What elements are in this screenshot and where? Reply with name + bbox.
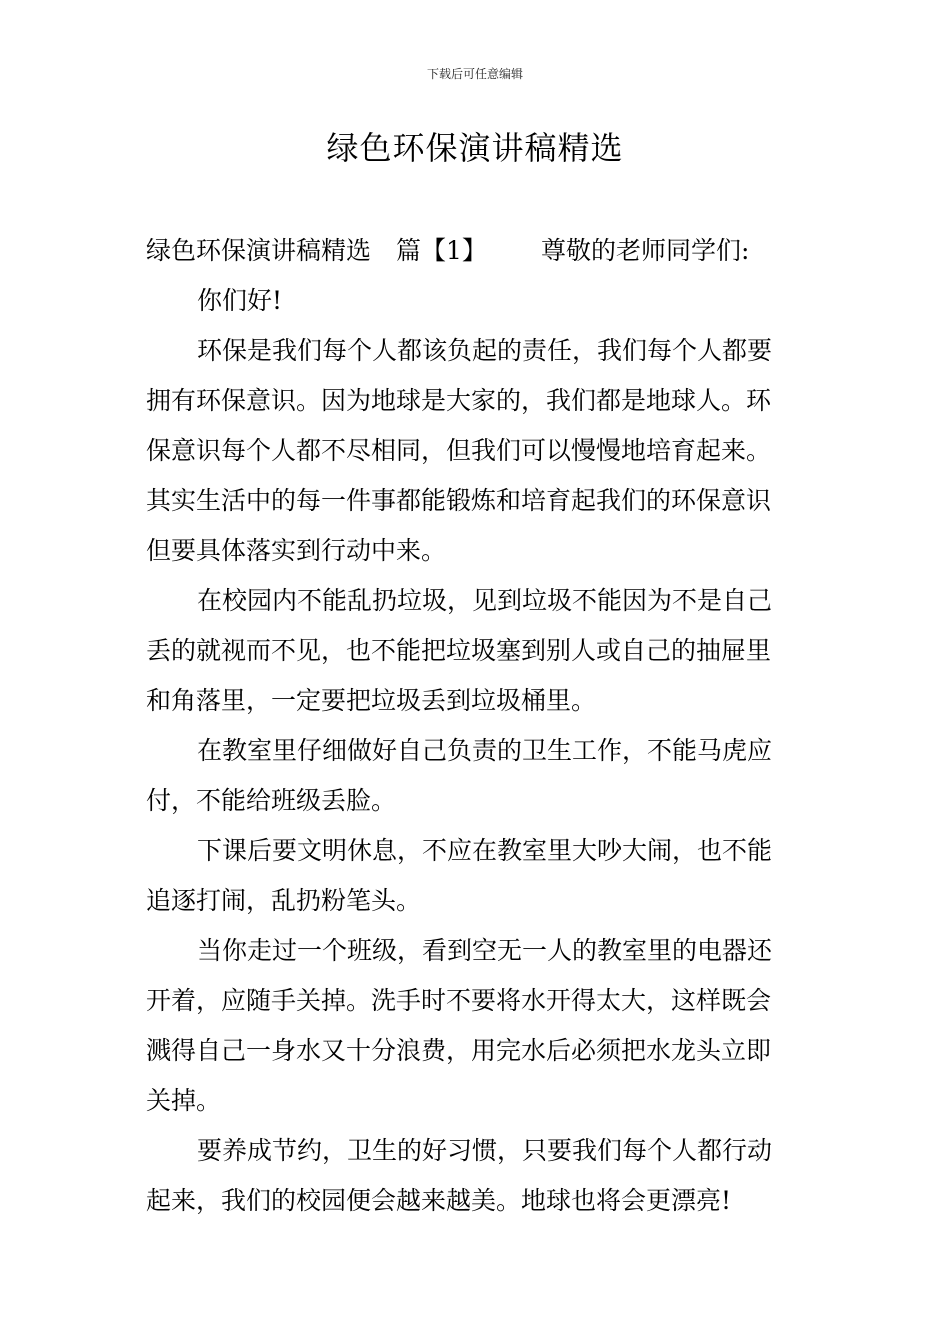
intro-doc-title: 绿色环保演讲稿精选: [146, 236, 372, 265]
paragraph-line: 开着，应随手关掉。洗手时不要将水开得太大，这样既会: [146, 986, 772, 1015]
paragraph-line: 当你走过一个班级，看到空无一人的教室里的电器还: [197, 936, 773, 965]
paragraph-line: 付，不能给班级丢脸。: [146, 786, 397, 815]
paragraph-line: 在教室里仔细做好自己负责的卫生工作，不能马虎应: [197, 736, 773, 765]
document-title: 绿色环保演讲稿精选: [326, 129, 624, 167]
paragraph-line: 其实生活中的每一件事都能锻炼和培育起我们的环保意识: [146, 486, 772, 515]
paragraph-line: 下课后要文明休息，不应在教室里大吵大闹，也不能: [197, 836, 773, 865]
paragraph-line: 起来，我们的校园便会越来越美。地球也将会更漂亮!: [146, 1186, 732, 1215]
paragraph-line: 在校园内不能乱扔垃圾，见到垃圾不能因为不是自己: [197, 586, 773, 615]
document-body: [146, 226, 806, 1226]
intro-salutation: 尊敬的老师同学们:: [541, 236, 750, 265]
paragraph-line: 保意识每个人都不尽相同，但我们可以慢慢地培育起来。: [146, 436, 772, 465]
paragraph-6: [146, 1126, 806, 1226]
header-note: 下载后可任意编辑: [426, 67, 523, 81]
paragraph-line: 追逐打闹，乱扔粉笔头。: [146, 886, 422, 915]
paragraph-5: [146, 926, 806, 1126]
paragraph-3: [146, 726, 806, 826]
paragraph-line: 关掉。: [146, 1086, 222, 1115]
paragraph-2: [146, 576, 806, 726]
greeting: 你们好!: [197, 286, 283, 315]
paragraph-line: 但要具体落实到行动中来。: [146, 536, 447, 565]
intro-chapter: 篇【1】: [396, 236, 487, 265]
paragraph-line: 拥有环保意识。因为地球是大家的，我们都是地球人。环: [146, 386, 772, 415]
paragraph-line: 丢的就视而不见，也不能把垃圾塞到别人或自己的抽屉里: [146, 636, 772, 665]
paragraph-line: 溅得自己一身水又十分浪费，用完水后必须把水龙头立即: [146, 1036, 772, 1065]
paragraph-line: 要养成节约，卫生的好习惯，只要我们每个人都行动: [197, 1136, 773, 1165]
paragraph-4: [146, 826, 806, 926]
paragraph-line: 环保是我们每个人都该负起的责任，我们每个人都要: [197, 336, 773, 365]
paragraph-1: [146, 326, 806, 576]
intro-line: [146, 226, 806, 276]
paragraph-line: 和角落里，一定要把垃圾丢到垃圾桶里。: [146, 686, 597, 715]
